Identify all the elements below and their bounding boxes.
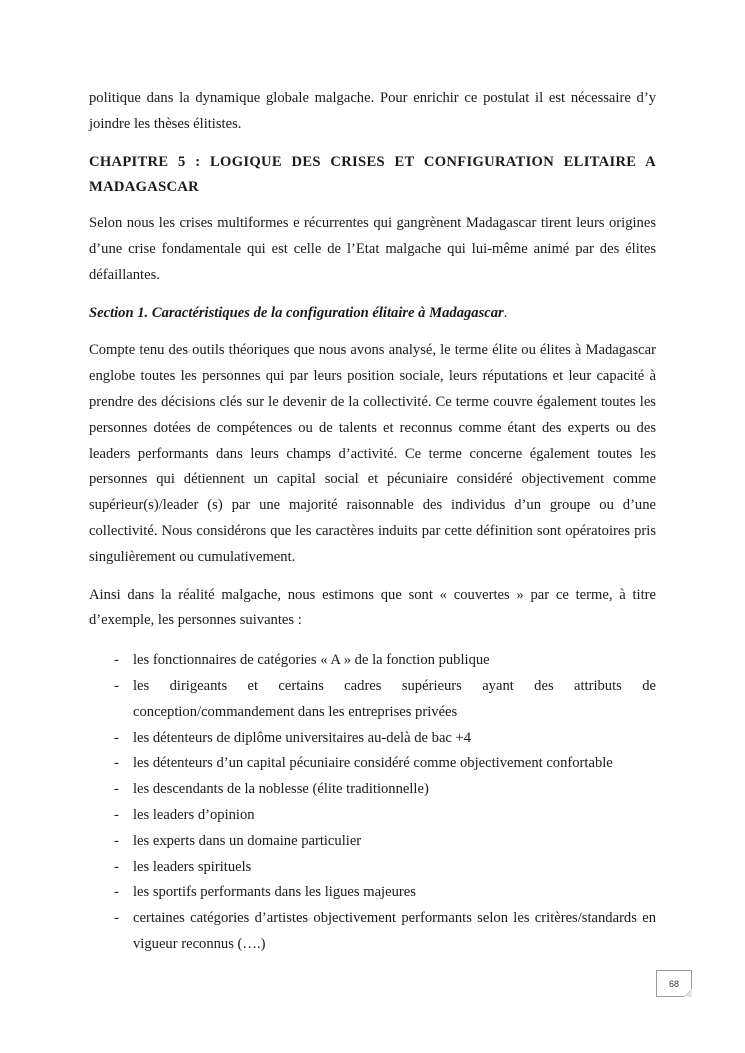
- list-item-text: les leaders d’opinion: [133, 806, 255, 823]
- chapter-heading: CHAPITRE 5 : LOGIQUE DES CRISES ET CONFIGURATION ELITAIRE A MADAGASCAR: [89, 153, 656, 196]
- list-item-text: les experts dans un domaine particulier: [133, 832, 362, 849]
- paragraph-definition: Compte tenu des outils théoriques que nous avons analysé, le terme élite ou élites à Madagascar englobe toutes les personnes qui par leurs position sociale, leurs réputations et leur capacité à prendre des décisions clés sur le devenir de la collectivité. Ce terme couvre également toutes les personnes dotées de compétences ou de talents et reconnus comme étant des experts ou des leaders performants dans leurs champs d’activité. Ce terme concerne également toutes les personnes qui détiennent un capital social et pécuniaire considéré objectivement comme supérieur(s)/leader (s) par une majorité raisonnable des individus d’un groupe ou d’une collectivité. Nous considérons que les caractères induits par cette définition sont opératoires pris singulièrement ou cumulativement.: [89, 342, 656, 565]
- bullet-dash: -: [114, 729, 119, 746]
- list-item: [89, 829, 656, 855]
- elite-list: [89, 648, 656, 958]
- list-item: [89, 906, 656, 958]
- paragraph-examples: Ainsi dans la réalité malgache, nous estimons que sont « couvertes » par ce terme, à titre d’exemple, les personnes suivantes :: [89, 586, 656, 629]
- section-heading-period: .: [503, 304, 508, 321]
- paragraph-intro: politique dans la dynamique globale malgache. Pour enrichir ce postulat il est nécessaire d’y joindre les thèses élitistes.: [89, 90, 656, 132]
- bullet-dash: -: [114, 781, 119, 798]
- list-item: [89, 777, 656, 803]
- bullet-dash: -: [114, 677, 119, 694]
- list-item-text: les descendants de la noblesse (élite traditionnelle): [133, 781, 429, 798]
- bullet-dash: -: [114, 884, 119, 901]
- section-heading-text: Section 1. Caractéristiques de la configuration élitaire à Madagascar: [89, 304, 504, 321]
- list-item-text: les leaders spirituels: [133, 858, 252, 875]
- page-number-badge: 68: [656, 970, 692, 997]
- bullet-dash: -: [114, 858, 119, 875]
- list-item: [89, 855, 656, 881]
- bullet-dash: -: [114, 755, 119, 772]
- bullet-dash: -: [114, 832, 119, 849]
- list-item: [89, 648, 656, 674]
- list-item: [89, 751, 656, 777]
- list-item-text: les fonctionnaires de catégories « A » de la fonction publique: [133, 652, 490, 669]
- list-item: [89, 803, 656, 829]
- list-item-text: les sportifs performants dans les ligues majeures: [133, 884, 416, 901]
- paragraph-crises: Selon nous les crises multiformes e récurrentes qui gangrènent Madagascar tirent leurs origines d’une crise fondamentale qui est celle de l’Etat malgache qui lui-même animé par des élites défaillantes.: [89, 215, 656, 283]
- list-item: [89, 726, 656, 752]
- list-item-text: certaines catégories d’artistes objectivement performants selon les critères/standards en vigueur reconnus (….): [133, 910, 656, 952]
- list-item-text: les détenteurs d’un capital pécuniaire considéré comme objectivement confortable: [133, 755, 613, 772]
- list-item-text: les dirigeants et certains cadres supérieurs ayant des attributs de conception/commandement dans les entreprises privées: [133, 677, 656, 720]
- bullet-dash: -: [114, 910, 119, 927]
- page-body: [89, 86, 656, 958]
- list-item-text: les détenteurs de diplôme universitaires au-delà de bac +4: [133, 729, 472, 746]
- bullet-dash: -: [114, 806, 119, 823]
- section-heading: [89, 301, 656, 327]
- bullet-dash: -: [114, 652, 119, 669]
- list-item: [89, 674, 656, 726]
- list-item: [89, 880, 656, 906]
